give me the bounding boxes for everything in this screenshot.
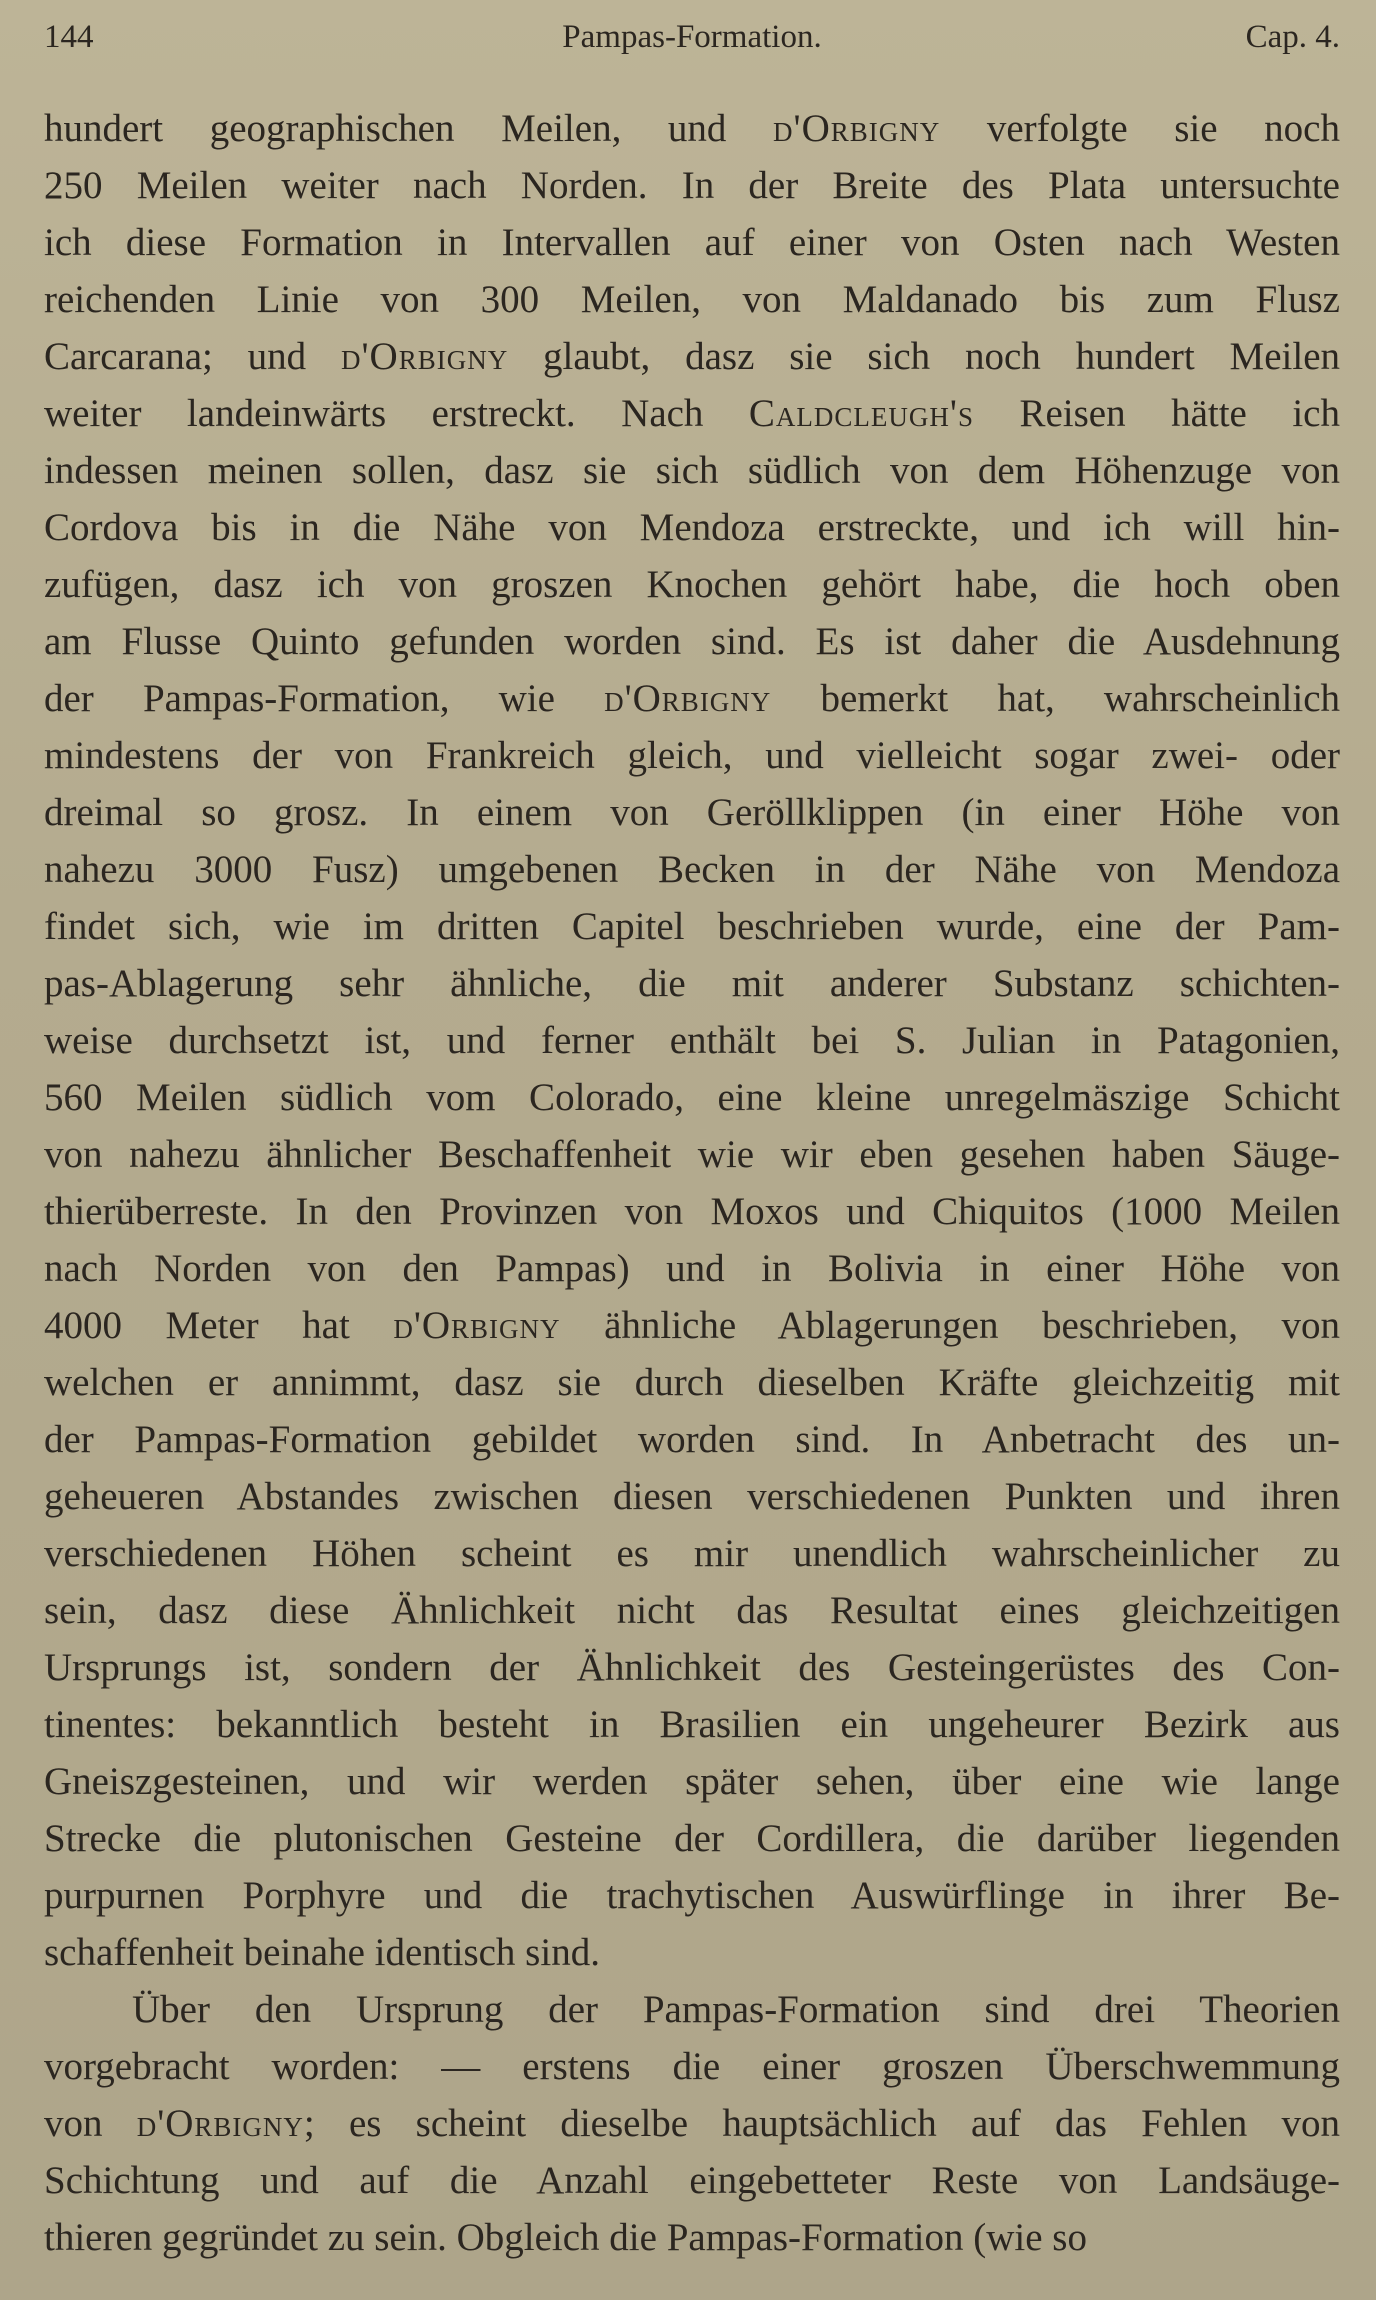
text-run: Gneiszgesteinen, und wir werden später sehen, über eine wie lange [44, 1760, 1340, 1803]
text-line [44, 613, 1340, 670]
body-text [44, 100, 1340, 2266]
text-line [44, 1297, 1340, 1354]
text-run: zufügen, dasz ich von groszen Knochen gehört habe, die hoch oben [44, 563, 1340, 606]
text-run: weise durchsetzt ist, und ferner enthält bei S. Julian in Patagonien, [44, 1019, 1340, 1062]
text-run: glaubt, dasz sie sich noch hundert Meilen [508, 335, 1340, 378]
text-line [44, 1924, 1340, 1981]
running-title: Pampas-Formation. [562, 19, 822, 55]
text-run: verfolgte sie noch [940, 107, 1340, 150]
text-line [44, 898, 1340, 955]
text-line [44, 2038, 1340, 2095]
text-run: der Pampas-Formation gebildet worden sind. In Anbetracht des un- [44, 1418, 1340, 1461]
text-run: bemerkt hat, wahrscheinlich [771, 677, 1340, 720]
text-run: Schichtung und auf die Anzahl eingebetteter Reste von Landsäuge- [44, 2159, 1340, 2202]
text-run: der Pampas-Formation, wie [44, 677, 605, 720]
text-run: ; es scheint dieselbe hauptsächlich auf das Fehlen von [303, 2102, 1340, 2145]
text-run: Carcarana; und [44, 335, 342, 378]
author-name-smallcaps: d'Orbigny [393, 1304, 561, 1347]
text-line [44, 1582, 1340, 1639]
text-line [44, 499, 1340, 556]
text-run: nach Norden von den Pampas) und in Bolivia in einer Höhe von [44, 1247, 1340, 1290]
page-number: 144 [44, 19, 94, 55]
text-line [44, 784, 1340, 841]
text-run: nahezu 3000 Fusz) umgebenen Becken in der Nähe von Mendoza [44, 848, 1340, 891]
text-line [44, 955, 1340, 1012]
author-name-smallcaps: Caldcleugh's [748, 392, 974, 435]
text-line [44, 727, 1340, 784]
text-line [44, 1468, 1340, 1525]
text-run: am Flusse Quinto gefunden worden sind. Es ist daher die Ausdehnung [44, 620, 1340, 663]
text-run: Über den Ursprung der Pampas-Formation sind drei Theorien [132, 1988, 1340, 2031]
text-line [44, 1183, 1340, 1240]
text-run: dreimal so grosz. In einem von Geröllklippen (in einer Höhe von [44, 791, 1340, 834]
text-run: pas-Ablagerung sehr ähnliche, die mit anderer Substanz schichten- [44, 962, 1340, 1005]
text-run: Cordova bis in die Nähe von Mendoza erstreckte, und ich will hin- [44, 506, 1340, 549]
author-name-smallcaps: d'Orbigny [341, 335, 509, 378]
text-run: indessen meinen sollen, dasz sie sich südlich von dem Höhenzuge von [44, 449, 1340, 492]
author-name-smallcaps: d'Orbigny [136, 2102, 304, 2145]
text-run: hundert geographischen Meilen, und [44, 107, 774, 150]
text-line [44, 2209, 1340, 2266]
text-run: 4000 Meter hat [44, 1304, 394, 1347]
text-line [44, 1810, 1340, 1867]
text-line [44, 1354, 1340, 1411]
text-run: geheueren Abstandes zwischen diesen verschiedenen Punkten und ihren [44, 1475, 1340, 1518]
text-line [44, 442, 1340, 499]
text-run: sein, dasz diese Ähnlichkeit nicht das Resultat eines gleichzeitigen [44, 1589, 1340, 1632]
text-run: findet sich, wie im dritten Capitel beschrieben wurde, eine der Pam- [44, 905, 1340, 948]
text-line [44, 1981, 1340, 2038]
text-line [44, 214, 1340, 271]
text-run: vorgebracht worden: — erstens die einer groszen Überschwemmung [44, 2045, 1340, 2088]
text-run: 250 Meilen weiter nach Norden. In der Breite des Plata untersuchte [44, 164, 1340, 207]
text-line [44, 100, 1340, 157]
text-run: Strecke die plutonischen Gesteine der Cordillera, die darüber liegenden [44, 1817, 1340, 1860]
text-line [44, 2095, 1340, 2152]
text-run: Ursprungs ist, sondern der Ähnlichkeit des Gesteingerüstes des Con- [44, 1646, 1340, 1689]
text-run: verschiedenen Höhen scheint es mir unendlich wahrscheinlicher zu [44, 1532, 1340, 1575]
text-line [44, 1411, 1340, 1468]
chapter-label: Cap. 4. [1245, 19, 1340, 55]
text-line [44, 556, 1340, 613]
text-line [44, 157, 1340, 214]
text-run: ähnliche Ablagerungen beschrieben, von [560, 1304, 1340, 1347]
text-line [44, 1525, 1340, 1582]
text-line [44, 271, 1340, 328]
text-run: von nahezu ähnlicher Beschaffenheit wie wir eben gesehen haben Säuge- [44, 1133, 1340, 1176]
author-name-smallcaps: d'Orbigny [604, 677, 772, 720]
text-line [44, 1867, 1340, 1924]
text-line [44, 1753, 1340, 1810]
text-run: tinentes: bekanntlich besteht in Brasilien ein ungeheurer Bezirk aus [44, 1703, 1340, 1746]
text-line [44, 1240, 1340, 1297]
text-line [44, 385, 1340, 442]
text-run: von [44, 2102, 137, 2145]
text-line [44, 670, 1340, 727]
text-line [44, 841, 1340, 898]
author-name-smallcaps: d'Orbigny [773, 107, 941, 150]
text-line [44, 1696, 1340, 1753]
text-run: purpurnen Porphyre und die trachytischen Auswürflinge in ihrer Be- [44, 1874, 1340, 1917]
text-line [44, 1069, 1340, 1126]
text-run: ich diese Formation in Intervallen auf einer von Osten nach Westen [44, 221, 1340, 264]
text-run: mindestens der von Frankreich gleich, und vielleicht sogar zwei- oder [44, 734, 1340, 777]
text-run: thierüberreste. In den Provinzen von Moxos und Chiquitos (1000 Meilen [44, 1190, 1340, 1233]
text-line [44, 2152, 1340, 2209]
text-line [44, 1012, 1340, 1069]
text-line [44, 1126, 1340, 1183]
text-run: weiter landeinwärts erstreckt. Nach [44, 392, 749, 435]
text-run: schaffenheit beinahe identisch sind. [44, 1931, 600, 1974]
text-line [44, 1639, 1340, 1696]
text-run: Reisen hätte ich [973, 392, 1340, 435]
text-run: thieren gegründet zu sein. Obgleich die Pampas-Formation (wie so [44, 2216, 1087, 2259]
text-run: 560 Meilen südlich vom Colorado, eine kleine unregelmäszige Schicht [44, 1076, 1340, 1119]
text-run: welchen er annimmt, dasz sie durch dieselben Kräfte gleichzeitig mit [44, 1361, 1340, 1404]
text-line [44, 328, 1340, 385]
text-run: reichenden Linie von 300 Meilen, von Maldanado bis zum Flusz [44, 278, 1340, 321]
page-header [44, 12, 1340, 62]
